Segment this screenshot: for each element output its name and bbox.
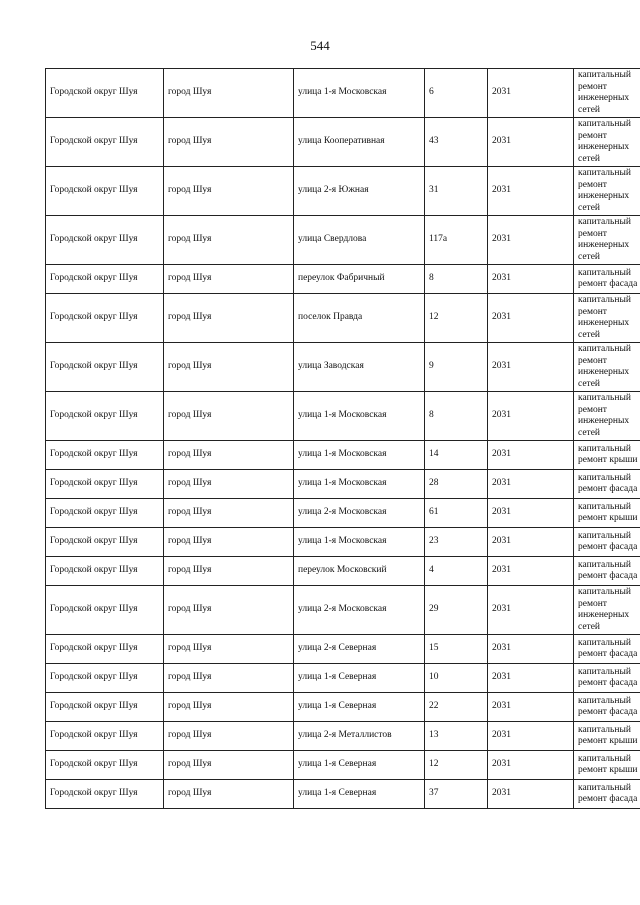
table-row	[46, 751, 640, 780]
district-cell: Городской округ Шуя	[46, 265, 164, 294]
table-row	[46, 294, 640, 343]
district-cell: Городской округ Шуя	[46, 343, 164, 392]
street-cell: улица 1-я Московская	[294, 69, 425, 118]
year-cell: 2031	[488, 693, 574, 722]
city-cell: город Шуя	[164, 118, 294, 167]
year-cell: 2031	[488, 664, 574, 693]
year-cell: 2031	[488, 343, 574, 392]
street-cell: улица 1-я Северная	[294, 780, 425, 809]
house-number-cell: 117а	[425, 216, 488, 265]
street-cell: поселок Правда	[294, 294, 425, 343]
table-row	[46, 722, 640, 751]
city-cell: город Шуя	[164, 343, 294, 392]
district-cell: Городской округ Шуя	[46, 722, 164, 751]
city-cell: город Шуя	[164, 392, 294, 441]
work-type-cell: капитальный ремонт фасада	[574, 265, 640, 294]
work-type-cell: капитальный ремонт крыши	[574, 499, 640, 528]
city-cell: город Шуя	[164, 216, 294, 265]
district-cell: Городской округ Шуя	[46, 69, 164, 118]
street-cell: улица 2-я Северная	[294, 635, 425, 664]
table-row	[46, 586, 640, 635]
district-cell: Городской округ Шуя	[46, 392, 164, 441]
year-cell: 2031	[488, 441, 574, 470]
work-type-cell: капитальный ремонт инженерных сетей	[574, 586, 640, 635]
work-type-cell: капитальный ремонт инженерных сетей	[574, 294, 640, 343]
table-row	[46, 343, 640, 392]
district-cell: Городской округ Шуя	[46, 118, 164, 167]
work-type-cell: капитальный ремонт фасада	[574, 780, 640, 809]
year-cell: 2031	[488, 118, 574, 167]
city-cell: город Шуя	[164, 528, 294, 557]
work-type-cell: капитальный ремонт крыши	[574, 722, 640, 751]
work-type-cell: капитальный ремонт инженерных сетей	[574, 392, 640, 441]
city-cell: город Шуя	[164, 294, 294, 343]
work-type-cell: капитальный ремонт фасада	[574, 528, 640, 557]
year-cell: 2031	[488, 635, 574, 664]
city-cell: город Шуя	[164, 780, 294, 809]
table-row	[46, 216, 640, 265]
year-cell: 2031	[488, 722, 574, 751]
city-cell: город Шуя	[164, 693, 294, 722]
year-cell: 2031	[488, 167, 574, 216]
district-cell: Городской округ Шуя	[46, 557, 164, 586]
table-row	[46, 693, 640, 722]
city-cell: город Шуя	[164, 722, 294, 751]
work-type-cell: капитальный ремонт инженерных сетей	[574, 167, 640, 216]
table-row	[46, 167, 640, 216]
district-cell: Городской округ Шуя	[46, 470, 164, 499]
city-cell: город Шуя	[164, 265, 294, 294]
street-cell: улица Кооперативная	[294, 118, 425, 167]
city-cell: город Шуя	[164, 635, 294, 664]
house-number-cell: 37	[425, 780, 488, 809]
district-cell: Городской округ Шуя	[46, 441, 164, 470]
year-cell: 2031	[488, 586, 574, 635]
city-cell: город Шуя	[164, 664, 294, 693]
house-number-cell: 31	[425, 167, 488, 216]
city-cell: город Шуя	[164, 470, 294, 499]
street-cell: улица 2-я Южная	[294, 167, 425, 216]
district-cell: Городской округ Шуя	[46, 499, 164, 528]
street-cell: улица 1-я Северная	[294, 664, 425, 693]
city-cell: город Шуя	[164, 499, 294, 528]
year-cell: 2031	[488, 499, 574, 528]
table-row	[46, 635, 640, 664]
house-number-cell: 23	[425, 528, 488, 557]
table-row	[46, 499, 640, 528]
house-number-cell: 61	[425, 499, 488, 528]
house-number-cell: 6	[425, 69, 488, 118]
district-cell: Городской округ Шуя	[46, 167, 164, 216]
street-cell: улица 1-я Московская	[294, 392, 425, 441]
district-cell: Городской округ Шуя	[46, 693, 164, 722]
work-type-cell: капитальный ремонт фасада	[574, 635, 640, 664]
table-row	[46, 470, 640, 499]
street-cell: улица 1-я Московская	[294, 470, 425, 499]
city-cell: город Шуя	[164, 69, 294, 118]
work-type-cell: капитальный ремонт инженерных сетей	[574, 343, 640, 392]
year-cell: 2031	[488, 528, 574, 557]
work-type-cell: капитальный ремонт фасада	[574, 693, 640, 722]
city-cell: город Шуя	[164, 167, 294, 216]
year-cell: 2031	[488, 265, 574, 294]
street-cell: улица 1-я Московская	[294, 528, 425, 557]
house-number-cell: 29	[425, 586, 488, 635]
work-type-cell: капитальный ремонт крыши	[574, 441, 640, 470]
work-type-cell: капитальный ремонт инженерных сетей	[574, 118, 640, 167]
house-number-cell: 4	[425, 557, 488, 586]
year-cell: 2031	[488, 751, 574, 780]
year-cell: 2031	[488, 392, 574, 441]
work-type-cell: капитальный ремонт инженерных сетей	[574, 216, 640, 265]
work-type-cell: капитальный ремонт крыши	[574, 751, 640, 780]
year-cell: 2031	[488, 216, 574, 265]
street-cell: улица 2-я Московская	[294, 586, 425, 635]
house-number-cell: 10	[425, 664, 488, 693]
page-number: 544	[310, 38, 330, 53]
house-number-cell: 12	[425, 751, 488, 780]
year-cell: 2031	[488, 557, 574, 586]
house-number-cell: 13	[425, 722, 488, 751]
work-type-cell: капитальный ремонт фасада	[574, 664, 640, 693]
street-cell: улица 2-я Московская	[294, 499, 425, 528]
city-cell: город Шуя	[164, 586, 294, 635]
district-cell: Городской округ Шуя	[46, 751, 164, 780]
work-type-cell: капитальный ремонт фасада	[574, 470, 640, 499]
street-cell: улица 2-я Металлистов	[294, 722, 425, 751]
table-row	[46, 528, 640, 557]
year-cell: 2031	[488, 69, 574, 118]
district-cell: Городской округ Шуя	[46, 528, 164, 557]
city-cell: город Шуя	[164, 751, 294, 780]
house-number-cell: 12	[425, 294, 488, 343]
table-row	[46, 392, 640, 441]
house-number-cell: 28	[425, 470, 488, 499]
table-row	[46, 780, 640, 809]
street-cell: улица Заводская	[294, 343, 425, 392]
street-cell: переулок Московский	[294, 557, 425, 586]
house-number-cell: 8	[425, 392, 488, 441]
year-cell: 2031	[488, 470, 574, 499]
table-row	[46, 441, 640, 470]
table-row	[46, 265, 640, 294]
table-row	[46, 664, 640, 693]
district-cell: Городской округ Шуя	[46, 664, 164, 693]
table-row	[46, 69, 640, 118]
district-cell: Городской округ Шуя	[46, 586, 164, 635]
city-cell: город Шуя	[164, 441, 294, 470]
district-cell: Городской округ Шуя	[46, 294, 164, 343]
repair-schedule-table	[45, 68, 640, 809]
house-number-cell: 22	[425, 693, 488, 722]
work-type-cell: капитальный ремонт инженерных сетей	[574, 69, 640, 118]
year-cell: 2031	[488, 780, 574, 809]
street-cell: улица 1-я Северная	[294, 693, 425, 722]
district-cell: Городской округ Шуя	[46, 216, 164, 265]
table-row	[46, 118, 640, 167]
city-cell: город Шуя	[164, 557, 294, 586]
street-cell: улица Свердлова	[294, 216, 425, 265]
street-cell: улица 1-я Московская	[294, 441, 425, 470]
house-number-cell: 8	[425, 265, 488, 294]
year-cell: 2031	[488, 294, 574, 343]
house-number-cell: 15	[425, 635, 488, 664]
house-number-cell: 9	[425, 343, 488, 392]
work-type-cell: капитальный ремонт фасада	[574, 557, 640, 586]
street-cell: улица 1-я Северная	[294, 751, 425, 780]
table-body	[46, 69, 640, 809]
district-cell: Городской округ Шуя	[46, 635, 164, 664]
district-cell: Городской округ Шуя	[46, 780, 164, 809]
house-number-cell: 43	[425, 118, 488, 167]
house-number-cell: 14	[425, 441, 488, 470]
table-row	[46, 557, 640, 586]
street-cell: переулок Фабричный	[294, 265, 425, 294]
